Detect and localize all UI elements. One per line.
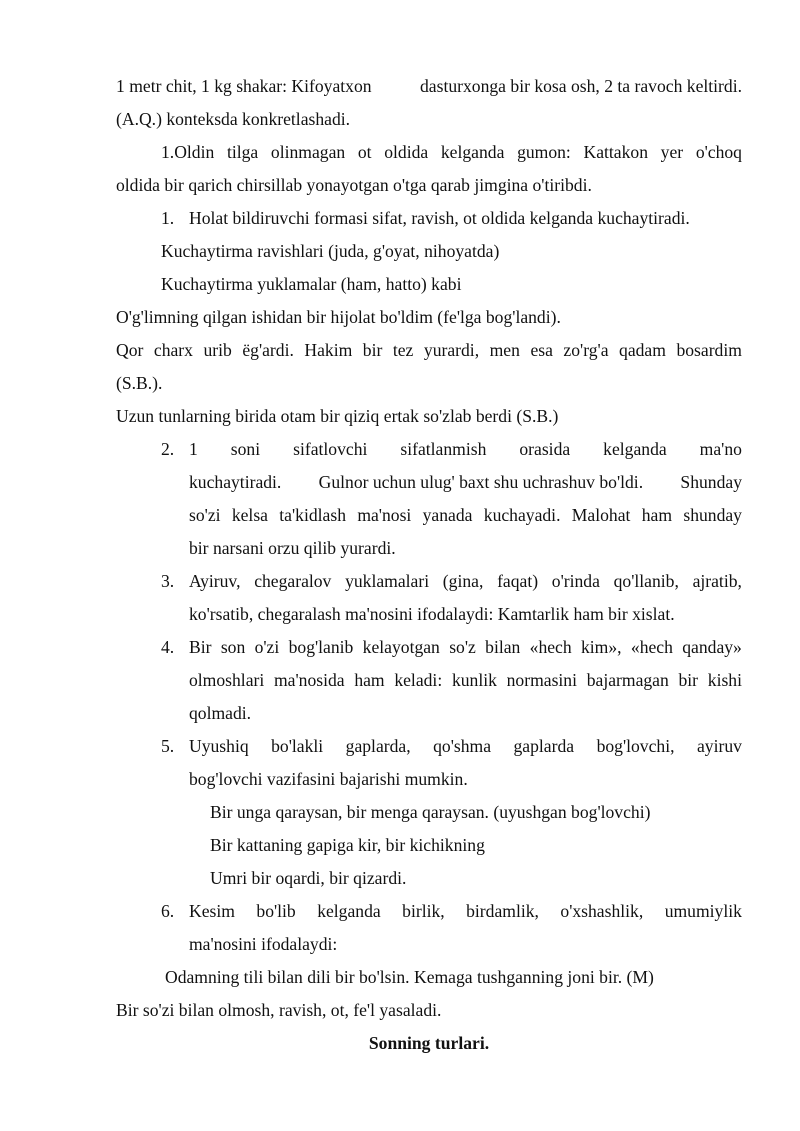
example-line: Umri bir oqardi, bir qizardi. <box>210 868 407 888</box>
word: men <box>489 340 520 360</box>
word: o'rinda <box>551 571 600 591</box>
word: soni <box>230 439 261 459</box>
paragraph-line <box>161 136 742 169</box>
word: urib <box>203 340 232 360</box>
list-item-line <box>189 466 742 499</box>
word: faqat) <box>497 571 539 591</box>
word: Malohat <box>571 505 631 525</box>
word: o'xshashlik, <box>560 901 644 921</box>
word: orasida <box>519 439 571 459</box>
word: ma'nosi <box>357 505 412 525</box>
word: Ayiruv, <box>189 571 241 591</box>
list-item-line <box>189 565 742 598</box>
word: kuchaytiradi. <box>189 472 282 492</box>
word: normasini <box>506 670 577 690</box>
list-number: 4. <box>161 637 175 657</box>
word: so'zi <box>189 505 221 525</box>
word: bosardim <box>676 340 742 360</box>
word: esa <box>530 340 553 360</box>
list-number: 3. <box>161 571 175 591</box>
word: yanada <box>422 505 473 525</box>
word: birdamlik, <box>466 901 539 921</box>
word: ma'no <box>699 439 742 459</box>
word: yer <box>660 142 684 162</box>
word: «hech <box>630 637 673 657</box>
word: bog'lovchi, <box>596 736 675 756</box>
word: kunlik <box>451 670 497 690</box>
word: umumiylik <box>664 901 742 921</box>
text-span: 1 metr chit, 1 kg shakar: Kifoyatxon <box>116 76 372 96</box>
word: tez <box>392 340 414 360</box>
list-item-line: bog'lovchi vazifasini bajarishi mumkin. <box>189 769 468 789</box>
word: bir <box>362 340 383 360</box>
word: qo'llanib, <box>613 571 679 591</box>
word: «hech <box>529 637 572 657</box>
list-item-line: qolmadi. <box>189 703 252 723</box>
list-item-line <box>189 433 742 466</box>
paragraph-line: oldida bir qarich chirsillab yonayotgan o'tga qarab jimgina o'tiribdi. <box>116 175 592 195</box>
word: sifatlanmish <box>400 439 487 459</box>
word: yurardi, <box>423 340 480 360</box>
word: kelganda <box>440 142 505 162</box>
list-item-line: ko'rsatib, chegaralash ma'nosini ifodalaydi: Kamtarlik ham bir xislat. <box>189 604 675 624</box>
list-number: 1. <box>161 208 175 228</box>
word: 1 <box>189 439 198 459</box>
section-heading: Sonning turlari. <box>368 1033 490 1053</box>
paragraph-line: O'g'limning qilgan ishidan bir hijolat bo'ldim (fe'lga bog'landi). <box>116 307 561 327</box>
word: kishi <box>707 670 742 690</box>
list-number: 2. <box>161 439 175 459</box>
paragraph-line: (A.Q.) konteksda konkretlashadi. <box>116 109 351 129</box>
word: o'zi <box>254 637 280 657</box>
list-item-line: ma'nosini ifodalaydi: <box>189 934 338 954</box>
word: shunday <box>683 505 742 525</box>
paragraph-line: (S.B.). <box>116 373 163 393</box>
word: kuchayadi. <box>483 505 561 525</box>
word: sifatlovchi <box>293 439 368 459</box>
word: olmoshlari <box>189 670 265 690</box>
word: ham <box>641 505 673 525</box>
word: gaplarda <box>513 736 575 756</box>
paragraph-line <box>116 334 742 367</box>
word: son <box>220 637 246 657</box>
word: oldida <box>384 142 429 162</box>
word: chegaralov <box>254 571 332 591</box>
word: Kesim <box>189 901 235 921</box>
word: bir <box>678 670 699 690</box>
word: yuklamalari <box>345 571 430 591</box>
word: keladi: <box>394 670 443 690</box>
word: kelganda <box>603 439 667 459</box>
paragraph-line: Bir so'zi bilan olmosh, ravish, ot, fe'l yasaladi. <box>116 1000 442 1020</box>
list-item-line: bir narsani orzu qilib yurardi. <box>189 538 396 558</box>
list-item-text: Holat bildiruvchi formasi sifat, ravish, ot oldida kelganda kuchaytiradi. <box>189 208 690 228</box>
word: bo'lakli <box>271 736 324 756</box>
word: o'choq <box>695 142 742 162</box>
word: ёg'ardi. <box>242 340 294 360</box>
list-item-line <box>189 895 742 928</box>
word: bog'lanib <box>288 637 354 657</box>
word: kelayotgan <box>362 637 440 657</box>
word: bo'lib <box>256 901 296 921</box>
word: bajarmagan <box>586 670 669 690</box>
word: ma'nosida <box>273 670 345 690</box>
word: Kattakon <box>583 142 648 162</box>
text-span: Gulnor uchun ulug' baxt shu uchrashuv bo'ldi. <box>318 472 644 492</box>
word: qanday» <box>682 637 742 657</box>
word: ayiruv <box>696 736 742 756</box>
word: qo'shma <box>433 736 492 756</box>
example-line: Bir unga qaraysan, bir menga qaraysan. (uyushgan bog'lovchi) <box>210 802 651 822</box>
word: Hakim <box>304 340 353 360</box>
paragraph-line: Kuchaytirma yuklamalar (ham, hatto) kabi <box>161 274 462 294</box>
word: olinmagan <box>270 142 346 162</box>
word: 1.Oldin <box>161 142 215 162</box>
list-number: 5. <box>161 736 175 756</box>
text-span: dasturxonga bir kosa osh, 2 ta ravoch keltirdi. <box>420 76 742 96</box>
word: kelsa <box>231 505 268 525</box>
list-item-line <box>189 499 742 532</box>
word: Bir <box>189 637 212 657</box>
word: ta'kidlash <box>279 505 346 525</box>
example-line: Bir kattaning gapiga kir, bir kichikning <box>210 835 485 855</box>
word: Uyushiq <box>189 736 249 756</box>
word: birlik, <box>402 901 445 921</box>
paragraph-line <box>116 70 742 103</box>
word: (gina, <box>442 571 484 591</box>
list-item-line <box>189 664 742 697</box>
list-item-line <box>189 631 742 664</box>
word: zo'rg'a <box>563 340 609 360</box>
paragraph-line: Kuchaytirma ravishlari (juda, g'oyat, nihoyatda) <box>161 241 500 261</box>
word: ham <box>354 670 385 690</box>
list-number: 6. <box>161 901 175 921</box>
paragraph-line: Uzun tunlarning birida otam bir qiziq ertak so'zlab berdi (S.B.) <box>116 406 559 426</box>
word: gaplarda, <box>345 736 411 756</box>
word: Qor <box>116 340 144 360</box>
word: bilan <box>485 637 521 657</box>
word: ajratib, <box>692 571 742 591</box>
word: gumon: <box>517 142 571 162</box>
word: Shunday <box>680 472 742 492</box>
word: kelganda <box>317 901 381 921</box>
word: kim», <box>581 637 622 657</box>
word: qadam <box>619 340 666 360</box>
quote-line: Odamning tili bilan dili bir bo'lsin. Kemaga tushganning joni bir. (M) <box>165 967 654 987</box>
list-item-line <box>189 730 742 763</box>
word: ot <box>357 142 372 162</box>
word: charx <box>153 340 193 360</box>
word: tilga <box>226 142 259 162</box>
word: so'z <box>449 637 476 657</box>
